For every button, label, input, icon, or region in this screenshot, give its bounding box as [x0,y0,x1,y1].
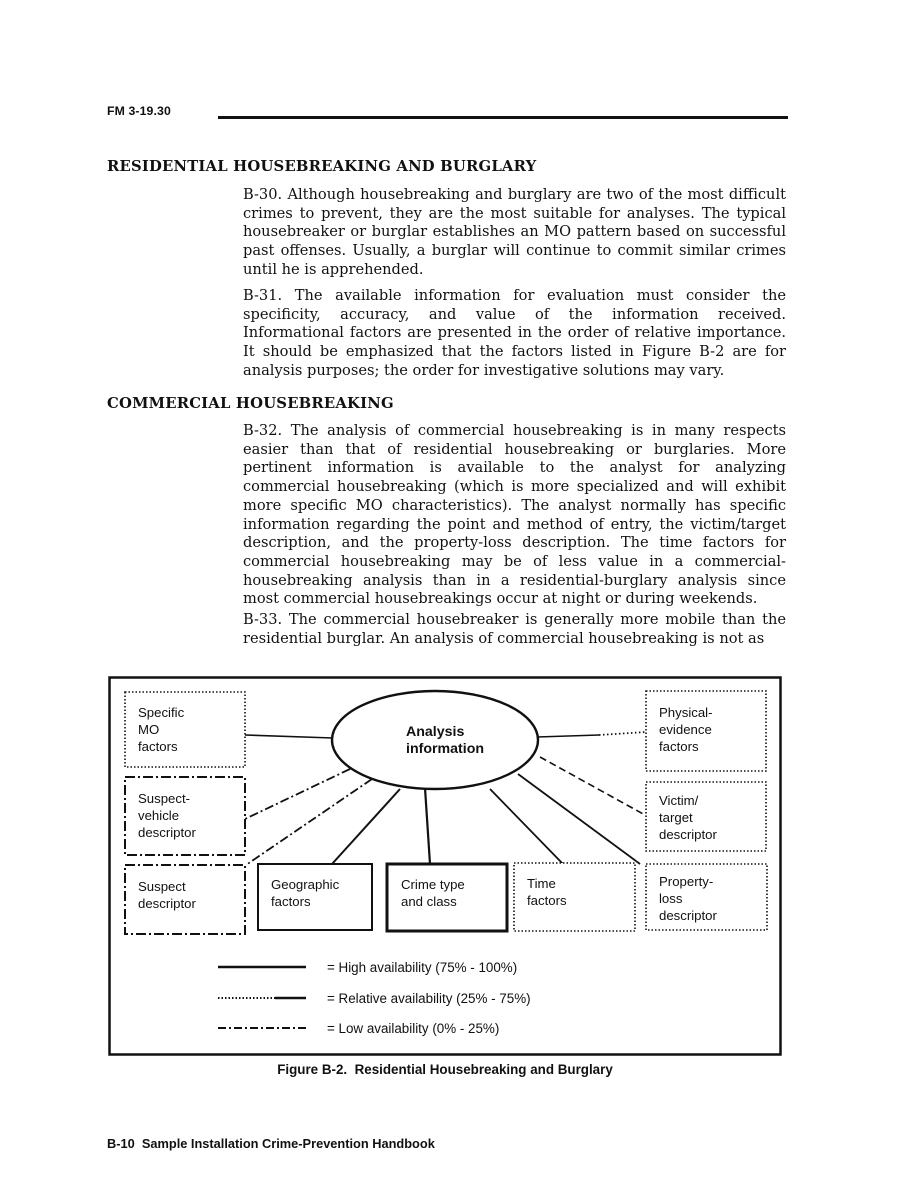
section-heading-commercial: COMMERCIAL HOUSEBREAKING [107,395,394,412]
node-label: descriptor [659,827,717,842]
node-label: target [659,810,693,825]
ellipse-label-line1: Analysis [406,724,465,740]
node-label: factors [138,739,178,754]
node-label: and class [401,894,457,909]
figure-b2-diagram [107,675,783,1057]
connector-suspect-vehicle [245,769,350,819]
connector-physical-evidence-solid-seg [537,735,599,737]
legend-high-label: = High availability (75% - 100%) [327,960,518,975]
node-label: Victim/ [659,793,699,808]
header-doc-number: FM 3-19.30 [107,104,171,118]
node-label: descriptor [659,908,717,923]
node-label: factors [271,894,311,909]
connector-suspect [246,779,372,865]
connector-time [490,789,563,864]
connector-specific-mo [245,735,333,738]
node-label: Suspect- [138,791,191,806]
node-label: evidence [659,722,712,737]
analysis-information-ellipse [332,691,538,789]
node-label: factors [659,739,699,754]
node-label: Time [527,876,556,891]
paragraph-b33: B-33. The commercial housebreaker is generally more mobile than the residential burglar. An analysis of commercial housebreaking is not as [243,611,786,647]
node-label: Crime type [401,877,465,892]
node-label: loss [659,891,683,906]
paragraph-b30: B-30. Although housebreaking and burglary are two of the most difficult crimes to prevent, they are the most suitable for analyses. The typical housebreaker or burglar establishes an MO pattern based on successful past offenses. Usually, a burglar will continue to commit similar crimes until he is apprehended. [243,186,786,278]
legend-low-label: = Low availability (0% - 25%) [327,1021,500,1036]
figure-caption: Figure B-2. Residential Housebreaking and Burglary [277,1062,613,1077]
page-footer: B-10 Sample Installation Crime-Prevention Handbook [107,1136,435,1151]
node-label: Specific [138,705,185,720]
node-label: vehicle [138,808,180,823]
connector-physical-evidence-dotted-seg [599,732,646,735]
header-rule [218,116,788,119]
node-label: Property- [659,874,714,889]
connector-crime-type [425,788,430,864]
paragraph-b31: B-31. The available information for evaluation must consider the specificity, accuracy, and value of the information received. Informational factors are presented in the order of relative importance. It should be emphasized that the factors listed in Figure B-2 are for analysis purposes; the order for investigative solutions may vary. [243,287,786,379]
section-heading-residential: RESIDENTIAL HOUSEBREAKING AND BURGLARY [107,158,537,175]
node-label: factors [527,893,567,908]
node-label: Geographic [271,877,340,892]
connector-property-loss [518,774,640,864]
ellipse-label-line2: information [406,741,485,757]
node-label: Suspect [138,879,186,894]
node-label: Physical- [659,705,713,720]
node-label: descriptor [138,825,196,840]
connector-victim-target [540,757,645,815]
node-label: descriptor [138,896,196,911]
node-label: MO [138,722,160,737]
legend-relative-label: = Relative availability (25% - 75%) [327,991,531,1006]
paragraph-b32: B-32. The analysis of commercial housebreaking is in many respects easier than that of residential housebreaking or burglaries. More pertinent information is available to the analyst for analyzing commercial housebreaking (which is more specialized and will exhibit more specific MO characteristics). The analyst normally has specific information regarding the point and method of entry, the victim/target description, and the property-loss description. The time factors for commercial housebreaking may be of less value in a commercial-housebreaking analysis than in a residential-burglary analysis since most commercial housebreakings occur at night or during weekends. [243,422,786,608]
